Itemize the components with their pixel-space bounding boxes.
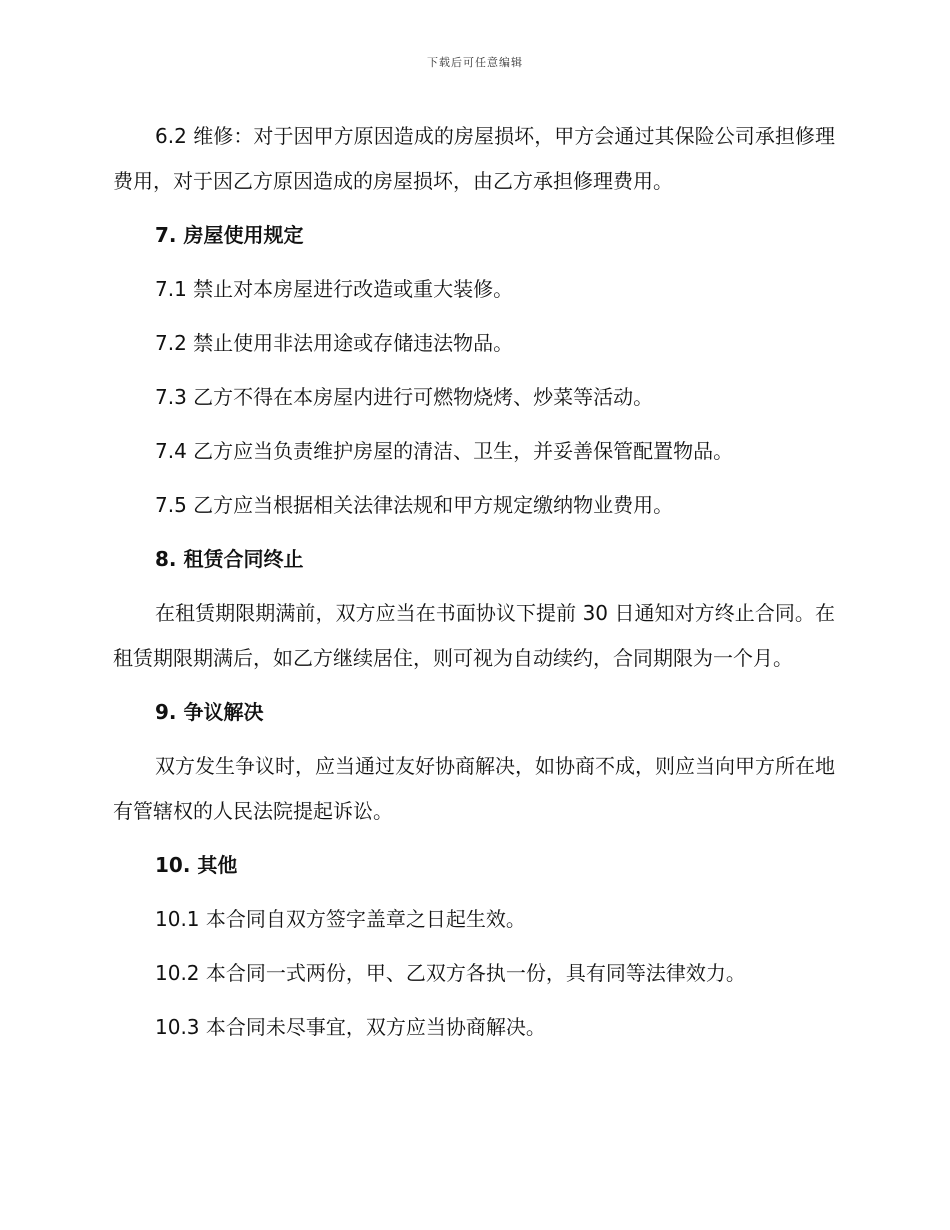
document-body bbox=[113, 114, 835, 1059]
clause-7-1: 7.1 禁止对本房屋进行改造或重大装修。 bbox=[155, 277, 514, 301]
clause-7-3: 7.3 乙方不得在本房屋内进行可燃物烧烤、炒菜等活动。 bbox=[155, 385, 654, 409]
section-heading-8: 8. 租赁合同终止 bbox=[155, 547, 304, 571]
section-heading-7: 7. 房屋使用规定 bbox=[155, 223, 304, 247]
page-header: 下载后可任意编辑 bbox=[427, 56, 523, 69]
section-heading-10: 10. 其他 bbox=[155, 853, 238, 877]
clause-9-body: 双方发生争议时，应当通过友好协商解决，如协商不成，则应当向甲方所在地有管辖权的人民法院提起诉讼。 bbox=[113, 754, 835, 823]
clause-10-2: 10.2 本合同一式两份，甲、乙双方各执一份，具有同等法律效力。 bbox=[155, 961, 746, 985]
clause-7-4: 7.4 乙方应当负责维护房屋的清洁、卫生，并妥善保管配置物品。 bbox=[155, 439, 734, 463]
clause-7-5: 7.5 乙方应当根据相关法律法规和甲方规定缴纳物业费用。 bbox=[155, 493, 674, 517]
clause-6-2: 6.2 维修：对于因甲方原因造成的房屋损坏，甲方会通过其保险公司承担修理费用，对于因乙方原因造成的房屋损坏，由乙方承担修理费用。 bbox=[113, 124, 835, 193]
clause-10-1: 10.1 本合同自双方签字盖章之日起生效。 bbox=[155, 907, 526, 931]
section-heading-9: 9. 争议解决 bbox=[155, 700, 264, 724]
clause-8-body: 在租赁期限期满前，双方应当在书面协议下提前 30 日通知对方终止合同。在租赁期限期满后，如乙方继续居住，则可视为自动续约，合同期限为一个月。 bbox=[113, 601, 835, 670]
clause-7-2: 7.2 禁止使用非法用途或存储违法物品。 bbox=[155, 331, 514, 355]
clause-10-3: 10.3 本合同未尽事宜，双方应当协商解决。 bbox=[155, 1015, 546, 1039]
